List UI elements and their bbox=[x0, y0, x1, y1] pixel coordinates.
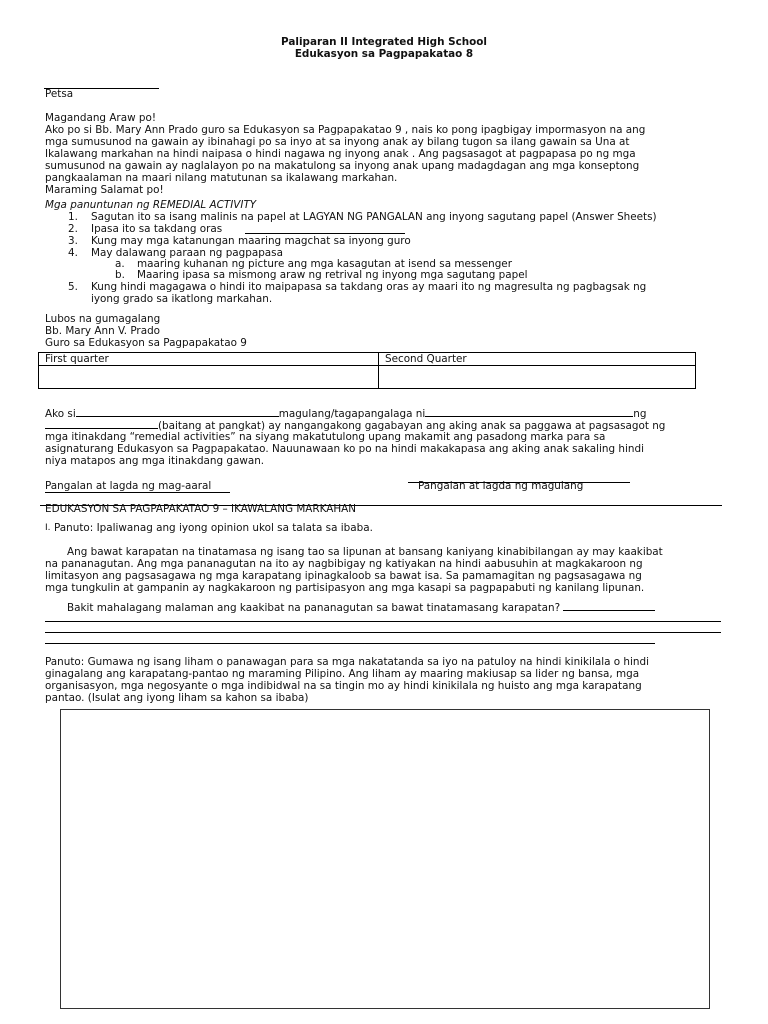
instruction-2-line: ginagalang ang karapatang-pantao ng maraming Pilipino. Ang liham ay maaring makiusap sa lider ng bansa, mga bbox=[45, 668, 640, 680]
consent-text: ng bbox=[633, 408, 647, 420]
parent-signature-label: Pangalan at lagda ng magulang bbox=[418, 480, 584, 492]
rule-text: May dalawang paraan ng pagpapasa bbox=[91, 247, 283, 259]
consent-line-3: mga itinakdang “remedial activities” na siyang makatutulong upang makamit ang pasadong marka para sa bbox=[45, 431, 606, 443]
subrule-letter: b. bbox=[115, 269, 125, 281]
second-quarter-cell[interactable] bbox=[379, 366, 696, 389]
rule-text: Kung may mga katanungan maaring magchat sa inyong guro bbox=[91, 235, 411, 247]
rule-number: 4. bbox=[68, 247, 78, 259]
answer-line[interactable] bbox=[45, 643, 655, 644]
guide-title: Mga panuntunan ng REMEDIAL ACTIVITY bbox=[45, 199, 257, 211]
thanks: Maraming Salamat po! bbox=[45, 184, 164, 196]
instruction-2-line: organisasyon, mga negosyante o mga indibidwal na sa tingin mo ay hindi kinikilala ng huisto ang mga karapatang bbox=[45, 680, 642, 692]
teacher-name: Bb. Mary Ann V. Prado bbox=[45, 325, 161, 337]
rule-number: 1. bbox=[68, 211, 78, 223]
greeting: Magandang Araw po! bbox=[45, 112, 156, 124]
quarter-table bbox=[38, 352, 696, 389]
school-name: Paliparan II Integrated High School bbox=[281, 36, 487, 48]
consent-text: Ako si bbox=[45, 408, 76, 420]
closing: Lubos na gumagalang bbox=[45, 313, 161, 325]
student-signature-line[interactable] bbox=[45, 492, 230, 493]
letter-line: Ako po si Bb. Mary Ann Prado guro sa Edukasyon sa Pagpapakatao 9 , nais ko pong ipagbigay impormasyon na ang bbox=[45, 124, 646, 136]
rule-number: 5. bbox=[68, 281, 78, 293]
second-quarter-header: Second Quarter bbox=[379, 353, 696, 366]
question bbox=[67, 601, 655, 614]
subrule-text: Maaring ipasa sa mismong araw ng retrival ng inyong mga sagutang papel bbox=[137, 269, 528, 281]
student-signature-label: Pangalan at lagda ng mag-aaral bbox=[45, 480, 212, 492]
answer-line[interactable] bbox=[45, 621, 721, 622]
paragraph-line: na pananagutan. Ang mga pananagutan na ito ay nagbibigay ng katiyakan na hindi aabusuhin at magkakaroon ng bbox=[45, 558, 643, 570]
rule-number: 3. bbox=[68, 235, 78, 247]
subrule-letter: a. bbox=[115, 258, 125, 270]
paragraph-line: Ang bawat karapatan na tinatamasa ng isang tao sa lipunan at bansang kaniyang kinabibilangan ay may kaakibat bbox=[67, 546, 663, 558]
parent-name-blank[interactable] bbox=[76, 407, 279, 417]
instruction-2-line: Panuto: Gumawa ng isang liham o panawagan para sa mga nakatatanda sa iyo na patuloy na hindi kinikilala o hindi bbox=[45, 656, 649, 668]
instruction-1: Panuto: Ipaliwanag ang iyong opinion ukol sa talata sa ibaba. bbox=[54, 522, 373, 534]
rule-text: iyong grado sa ikatlong markahan. bbox=[91, 293, 273, 305]
letter-line: mga sumusunod na gawain ay ibinahagi po sa inyo at sa inyong anak ay bilang tugon sa ilang gawain sa Una at bbox=[45, 136, 630, 148]
paragraph-line: mga tungkulin at gampanin ay nagkakaroon ng partisipasyon ang mga kasapi sa pagpapabuti ng kanilang lipunan. bbox=[45, 582, 645, 594]
letter-answer-box[interactable] bbox=[60, 709, 710, 1009]
teacher-position: Guro sa Edukasyon sa Pagpapakatao 9 bbox=[45, 337, 247, 349]
paragraph-line: limitasyon ang pagsasagawa ng mga karapatang ipinagkaloob sa bawat isa. Sa pamamagitan ng pagsasagawa ng bbox=[45, 570, 642, 582]
instruction-number: I. bbox=[45, 523, 51, 533]
rule-text: Ipasa ito sa takdang oras bbox=[91, 223, 223, 235]
rule-text: Kung hindi magagawa o hindi ito maipapasa sa takdang oras ay maari ito ng magresulta ng pagbagsak ng bbox=[91, 281, 647, 293]
child-name-blank[interactable] bbox=[425, 407, 633, 417]
subrule-text: maaring kuhanan ng picture ang mga kasagutan at isend sa messenger bbox=[137, 258, 512, 270]
grade-section-blank[interactable] bbox=[45, 419, 158, 429]
consent-line-5: niya matapos ang mga itinakdang gawan. bbox=[45, 455, 265, 467]
activity-title: EDUKASYON SA PAGPAPAKATAO 9 – IKAWALANG MARKAHAN bbox=[45, 503, 357, 515]
rule-blank-line bbox=[245, 233, 405, 234]
first-quarter-cell[interactable] bbox=[39, 366, 379, 389]
letter-line: pangkaalaman na maari nilang matutunan sa ikalawang markahan. bbox=[45, 172, 398, 184]
answer-line[interactable] bbox=[45, 632, 721, 633]
date-label: Petsa bbox=[45, 88, 74, 100]
first-quarter-header: First quarter bbox=[39, 353, 379, 366]
consent-line-4: asignaturang Edukasyon sa Pagpapakatao. Nauunawaan ko po na hindi makakapasa ang aking anak sakaling hindi bbox=[45, 443, 644, 455]
letter-line: sumusunod na gawain ay naglalayon po na makatulong sa inyong anak upang madagdagan ang mga konseptong bbox=[45, 160, 640, 172]
subject-title: Edukasyon sa Pagpapakatao 8 bbox=[294, 48, 474, 60]
instruction-2-line: pantao. (Isulat ang iyong liham sa kahon sa ibaba) bbox=[45, 692, 309, 704]
letter-line: Ikalawang markahan na hindi naipasa o hindi nagawa ng inyong anak . Ang pagsasagot at pagpapasa po ng mga bbox=[45, 148, 636, 160]
rule-text: Sagutan ito sa isang malinis na papel at LAGYAN NG PANGALAN ang inyong sagutang papel (Answer Sheets) bbox=[91, 211, 657, 223]
question-text: Bakit mahalagang malaman ang kaakibat na pananagutan sa bawat tinatamasang karapatan? bbox=[67, 602, 561, 614]
rule-number: 2. bbox=[68, 223, 78, 235]
consent-text: magulang/tagapangalaga ni bbox=[278, 408, 426, 420]
consent-text: (baitang at pangkat) ay nangangakong gagabayan ang aking anak sa paggawa at pagsasagot ng bbox=[158, 420, 666, 432]
question-blank[interactable] bbox=[563, 601, 655, 611]
